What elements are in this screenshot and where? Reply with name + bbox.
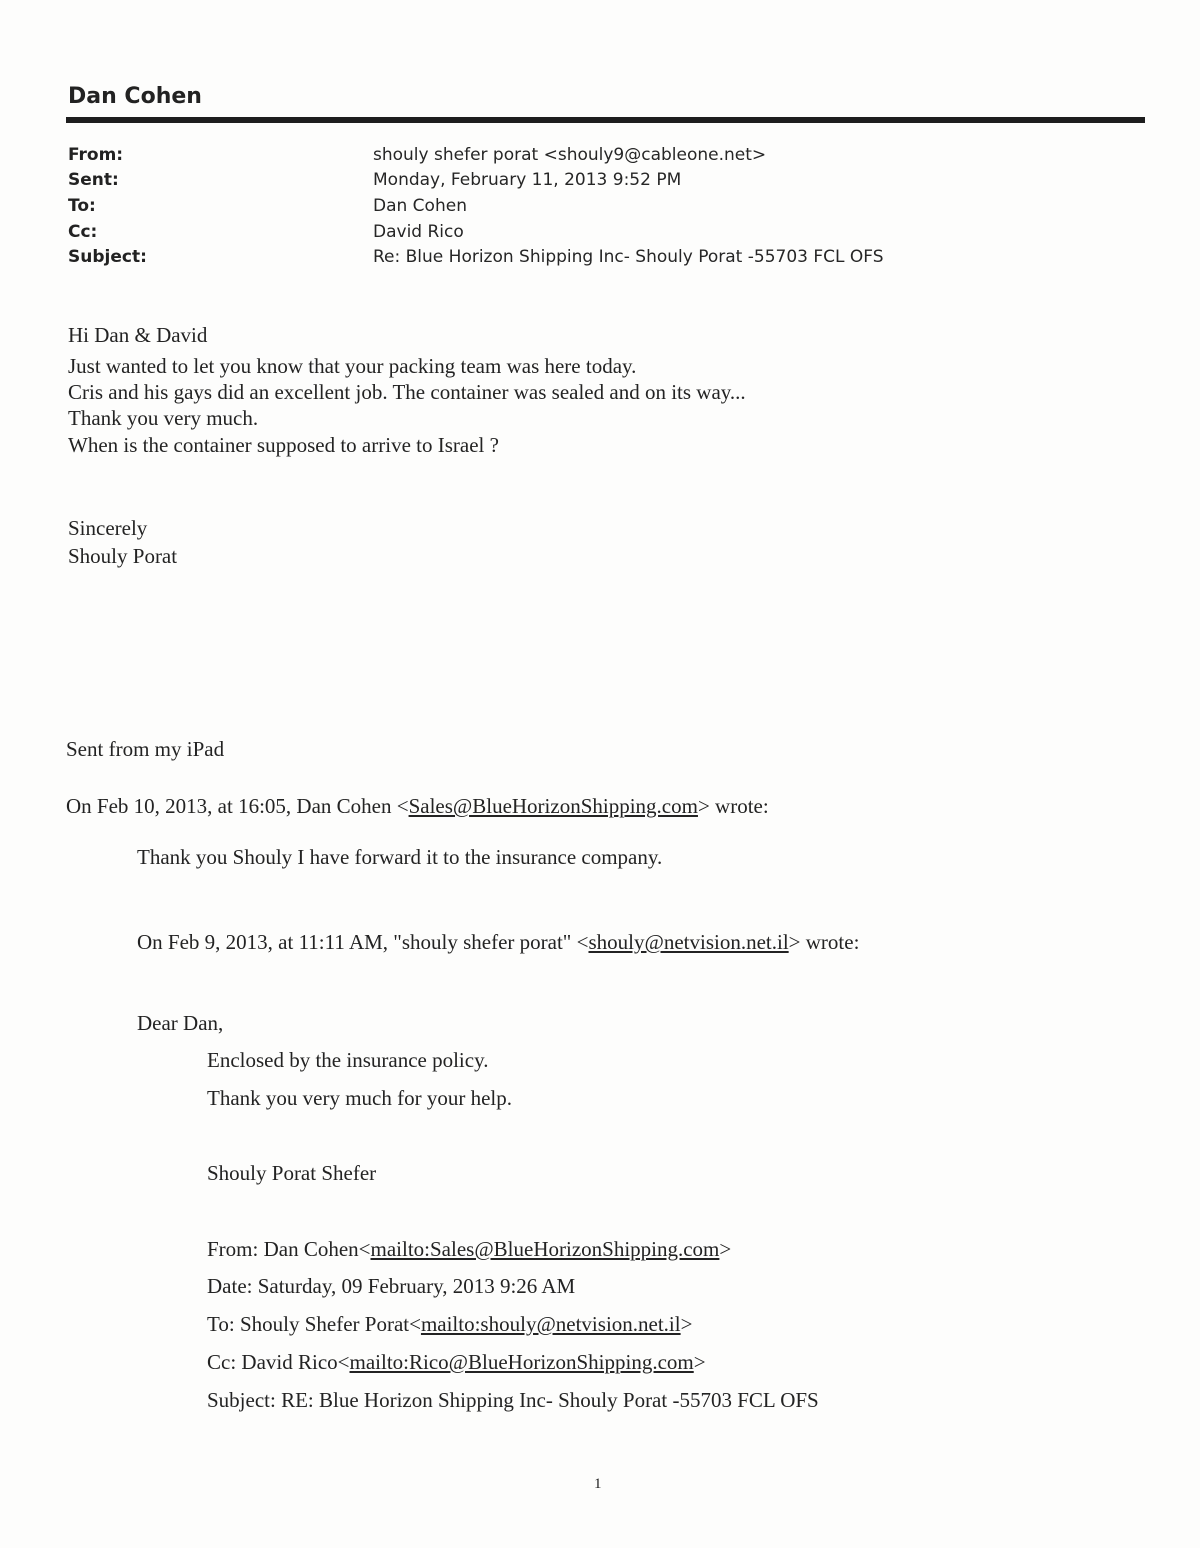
quote1-email-link[interactable]: Sales@BlueHorizonShipping.com bbox=[408, 794, 698, 818]
forwarded-to-suffix: > bbox=[680, 1312, 693, 1336]
page-number: 1 bbox=[594, 1476, 602, 1492]
forwarded-cc-link[interactable]: mailto:Rico@BlueHorizonShipping.com bbox=[349, 1350, 694, 1374]
forwarded-cc bbox=[207, 1350, 706, 1375]
quote1-intro-prefix: On Feb 10, 2013, at 16:05, Dan Cohen < bbox=[66, 794, 409, 818]
quote2-line: Enclosed by the insurance policy. bbox=[207, 1048, 489, 1072]
message-line: Just wanted to let you know that your packing team was here today. bbox=[68, 354, 637, 378]
sent-from-device: Sent from my iPad bbox=[66, 737, 225, 761]
forwarded-to-link[interactable]: mailto:shouly@netvision.net.il bbox=[420, 1312, 681, 1336]
to-value: Dan Cohen bbox=[373, 196, 467, 216]
sent-value: Monday, February 11, 2013 9:52 PM bbox=[373, 170, 682, 190]
sent-label: Sent: bbox=[68, 170, 119, 190]
from-value: shouly shefer porat <shouly9@cableone.net> bbox=[373, 145, 767, 165]
forwarded-to bbox=[207, 1312, 692, 1337]
forwarded-cc-prefix: Cc: David Rico< bbox=[207, 1350, 350, 1374]
quote1-intro bbox=[66, 794, 769, 819]
message-greeting: Hi Dan & David bbox=[68, 323, 208, 347]
quote2-email-link[interactable]: shouly@netvision.net.il bbox=[588, 930, 789, 954]
quote1-intro-suffix: > wrote: bbox=[697, 794, 769, 818]
forwarded-date: Date: Saturday, 09 February, 2013 9:26 AM bbox=[207, 1274, 576, 1298]
forwarded-cc-suffix: > bbox=[693, 1350, 706, 1374]
forwarded-from bbox=[207, 1237, 731, 1262]
forwarded-from-prefix: From: Dan Cohen< bbox=[207, 1237, 371, 1261]
message-line: When is the container supposed to arrive to Israel ? bbox=[68, 433, 499, 457]
forwarded-from-suffix: > bbox=[719, 1237, 732, 1261]
forwarded-from-link[interactable]: mailto:Sales@BlueHorizonShipping.com bbox=[370, 1237, 720, 1261]
mailbox-owner-name: Dan Cohen bbox=[68, 84, 202, 109]
message-line: Thank you very much. bbox=[68, 406, 259, 430]
quote2-intro bbox=[137, 930, 859, 955]
cc-value: David Rico bbox=[373, 222, 464, 242]
message-line: Cris and his gays did an excellent job. The container was sealed and on its way... bbox=[68, 380, 746, 404]
header-rule bbox=[66, 117, 1145, 123]
forwarded-subject: Subject: RE: Blue Horizon Shipping Inc- Shouly Porat -55703 FCL OFS bbox=[207, 1388, 819, 1412]
quote2-line: Thank you very much for your help. bbox=[207, 1086, 513, 1110]
quote2-intro-prefix: On Feb 9, 2013, at 11:11 AM, "shouly shefer porat" < bbox=[137, 930, 589, 954]
quote1-body: Thank you Shouly I have forward it to the insurance company. bbox=[137, 845, 663, 869]
quote2-signature: Shouly Porat Shefer bbox=[207, 1161, 377, 1185]
message-closing: Sincerely bbox=[68, 516, 148, 540]
cc-label: Cc: bbox=[68, 222, 98, 242]
quote2-greeting: Dear Dan, bbox=[137, 1011, 224, 1035]
subject-label: Subject: bbox=[68, 247, 147, 267]
message-signature: Shouly Porat bbox=[68, 544, 178, 568]
to-label: To: bbox=[68, 196, 96, 216]
forwarded-to-prefix: To: Shouly Shefer Porat< bbox=[207, 1312, 421, 1336]
from-label: From: bbox=[68, 145, 124, 165]
subject-value: Re: Blue Horizon Shipping Inc- Shouly Porat -55703 FCL OFS bbox=[373, 247, 884, 267]
quote2-intro-suffix: > wrote: bbox=[788, 930, 860, 954]
